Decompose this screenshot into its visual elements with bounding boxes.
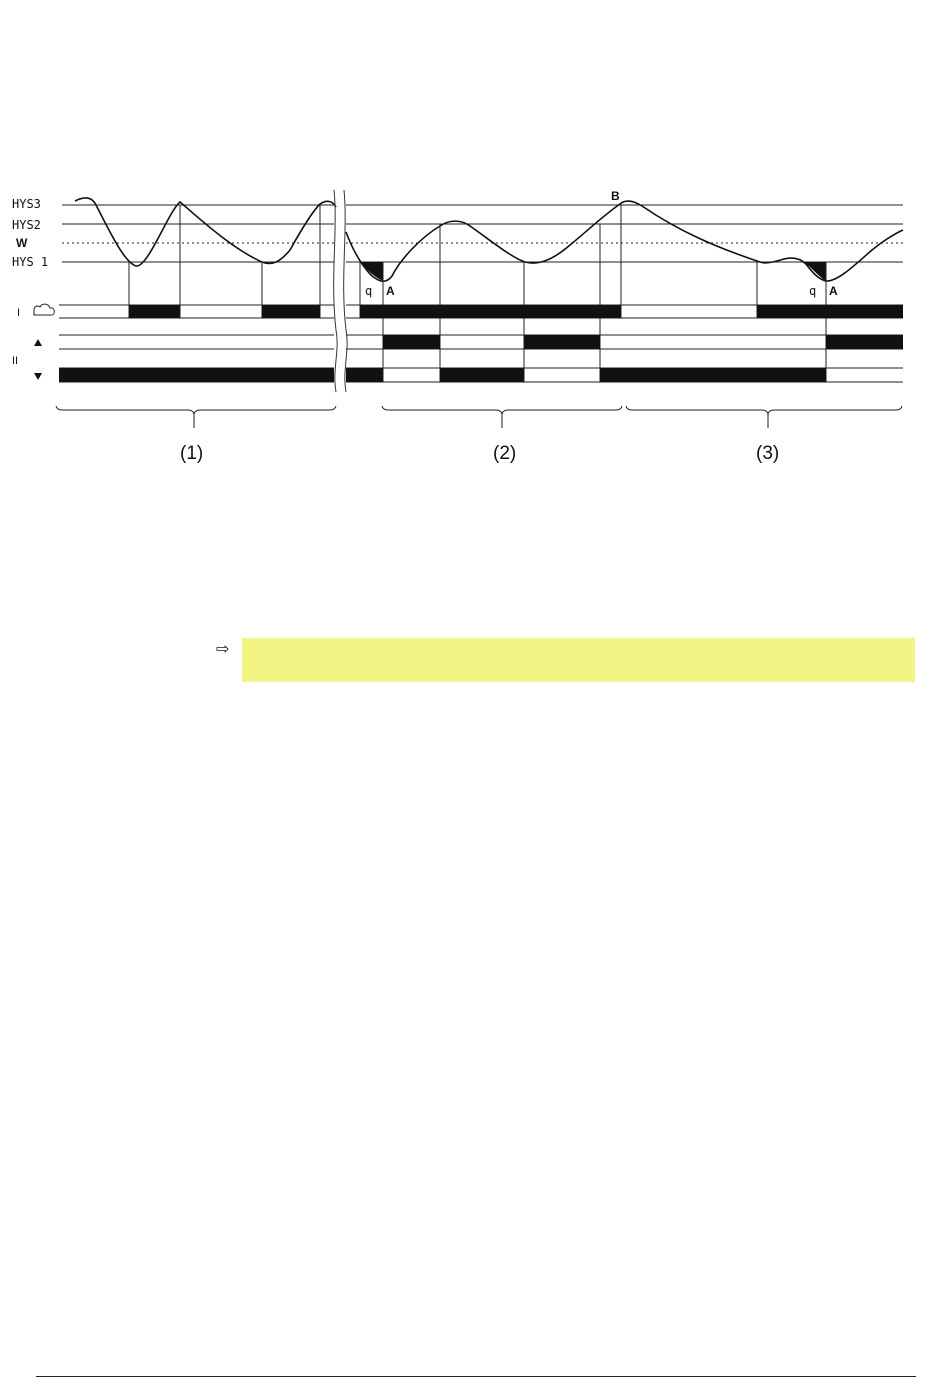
output-down-on-blocks — [59, 368, 826, 382]
brace-phase-1 — [56, 406, 336, 414]
process-curve-phase3 — [642, 206, 903, 281]
marker-a-2: A — [829, 284, 838, 298]
hollow-arrow-right-icon: ⇨ — [216, 639, 230, 658]
marker-b: B — [611, 189, 620, 203]
footer-divider — [36, 1376, 916, 1377]
output-2-label: II — [12, 355, 19, 367]
process-curve-phase1 — [75, 198, 336, 266]
level-label-hys2: HYS2 — [12, 218, 41, 232]
brace-phase-3 — [626, 406, 902, 414]
output-up-on-blocks — [383, 335, 903, 349]
marker-a-1: A — [386, 284, 395, 298]
triangle-down-icon — [34, 373, 42, 380]
level-label-hys1: HYS 1 — [12, 255, 49, 269]
phase-label-1: (1) — [180, 443, 204, 464]
output-1-on-blocks — [129, 305, 903, 318]
marker-q-1: q — [365, 284, 373, 298]
phase-label-2: (2) — [493, 443, 517, 464]
marker-q-2: q — [809, 284, 817, 298]
triangle-up-icon — [34, 339, 42, 346]
level-label-hys3: HYS3 — [12, 197, 41, 211]
hysteresis-timing-diagram — [0, 0, 950, 480]
brace-phase-2 — [382, 406, 622, 414]
output-1-label: I — [17, 307, 21, 319]
axis-break — [334, 190, 347, 392]
phase-label-3: (3) — [756, 443, 780, 464]
note-highlight — [242, 638, 915, 682]
level-label-w: W — [16, 236, 28, 250]
cloud-icon — [34, 304, 54, 315]
process-curve-phase2 — [346, 201, 642, 281]
